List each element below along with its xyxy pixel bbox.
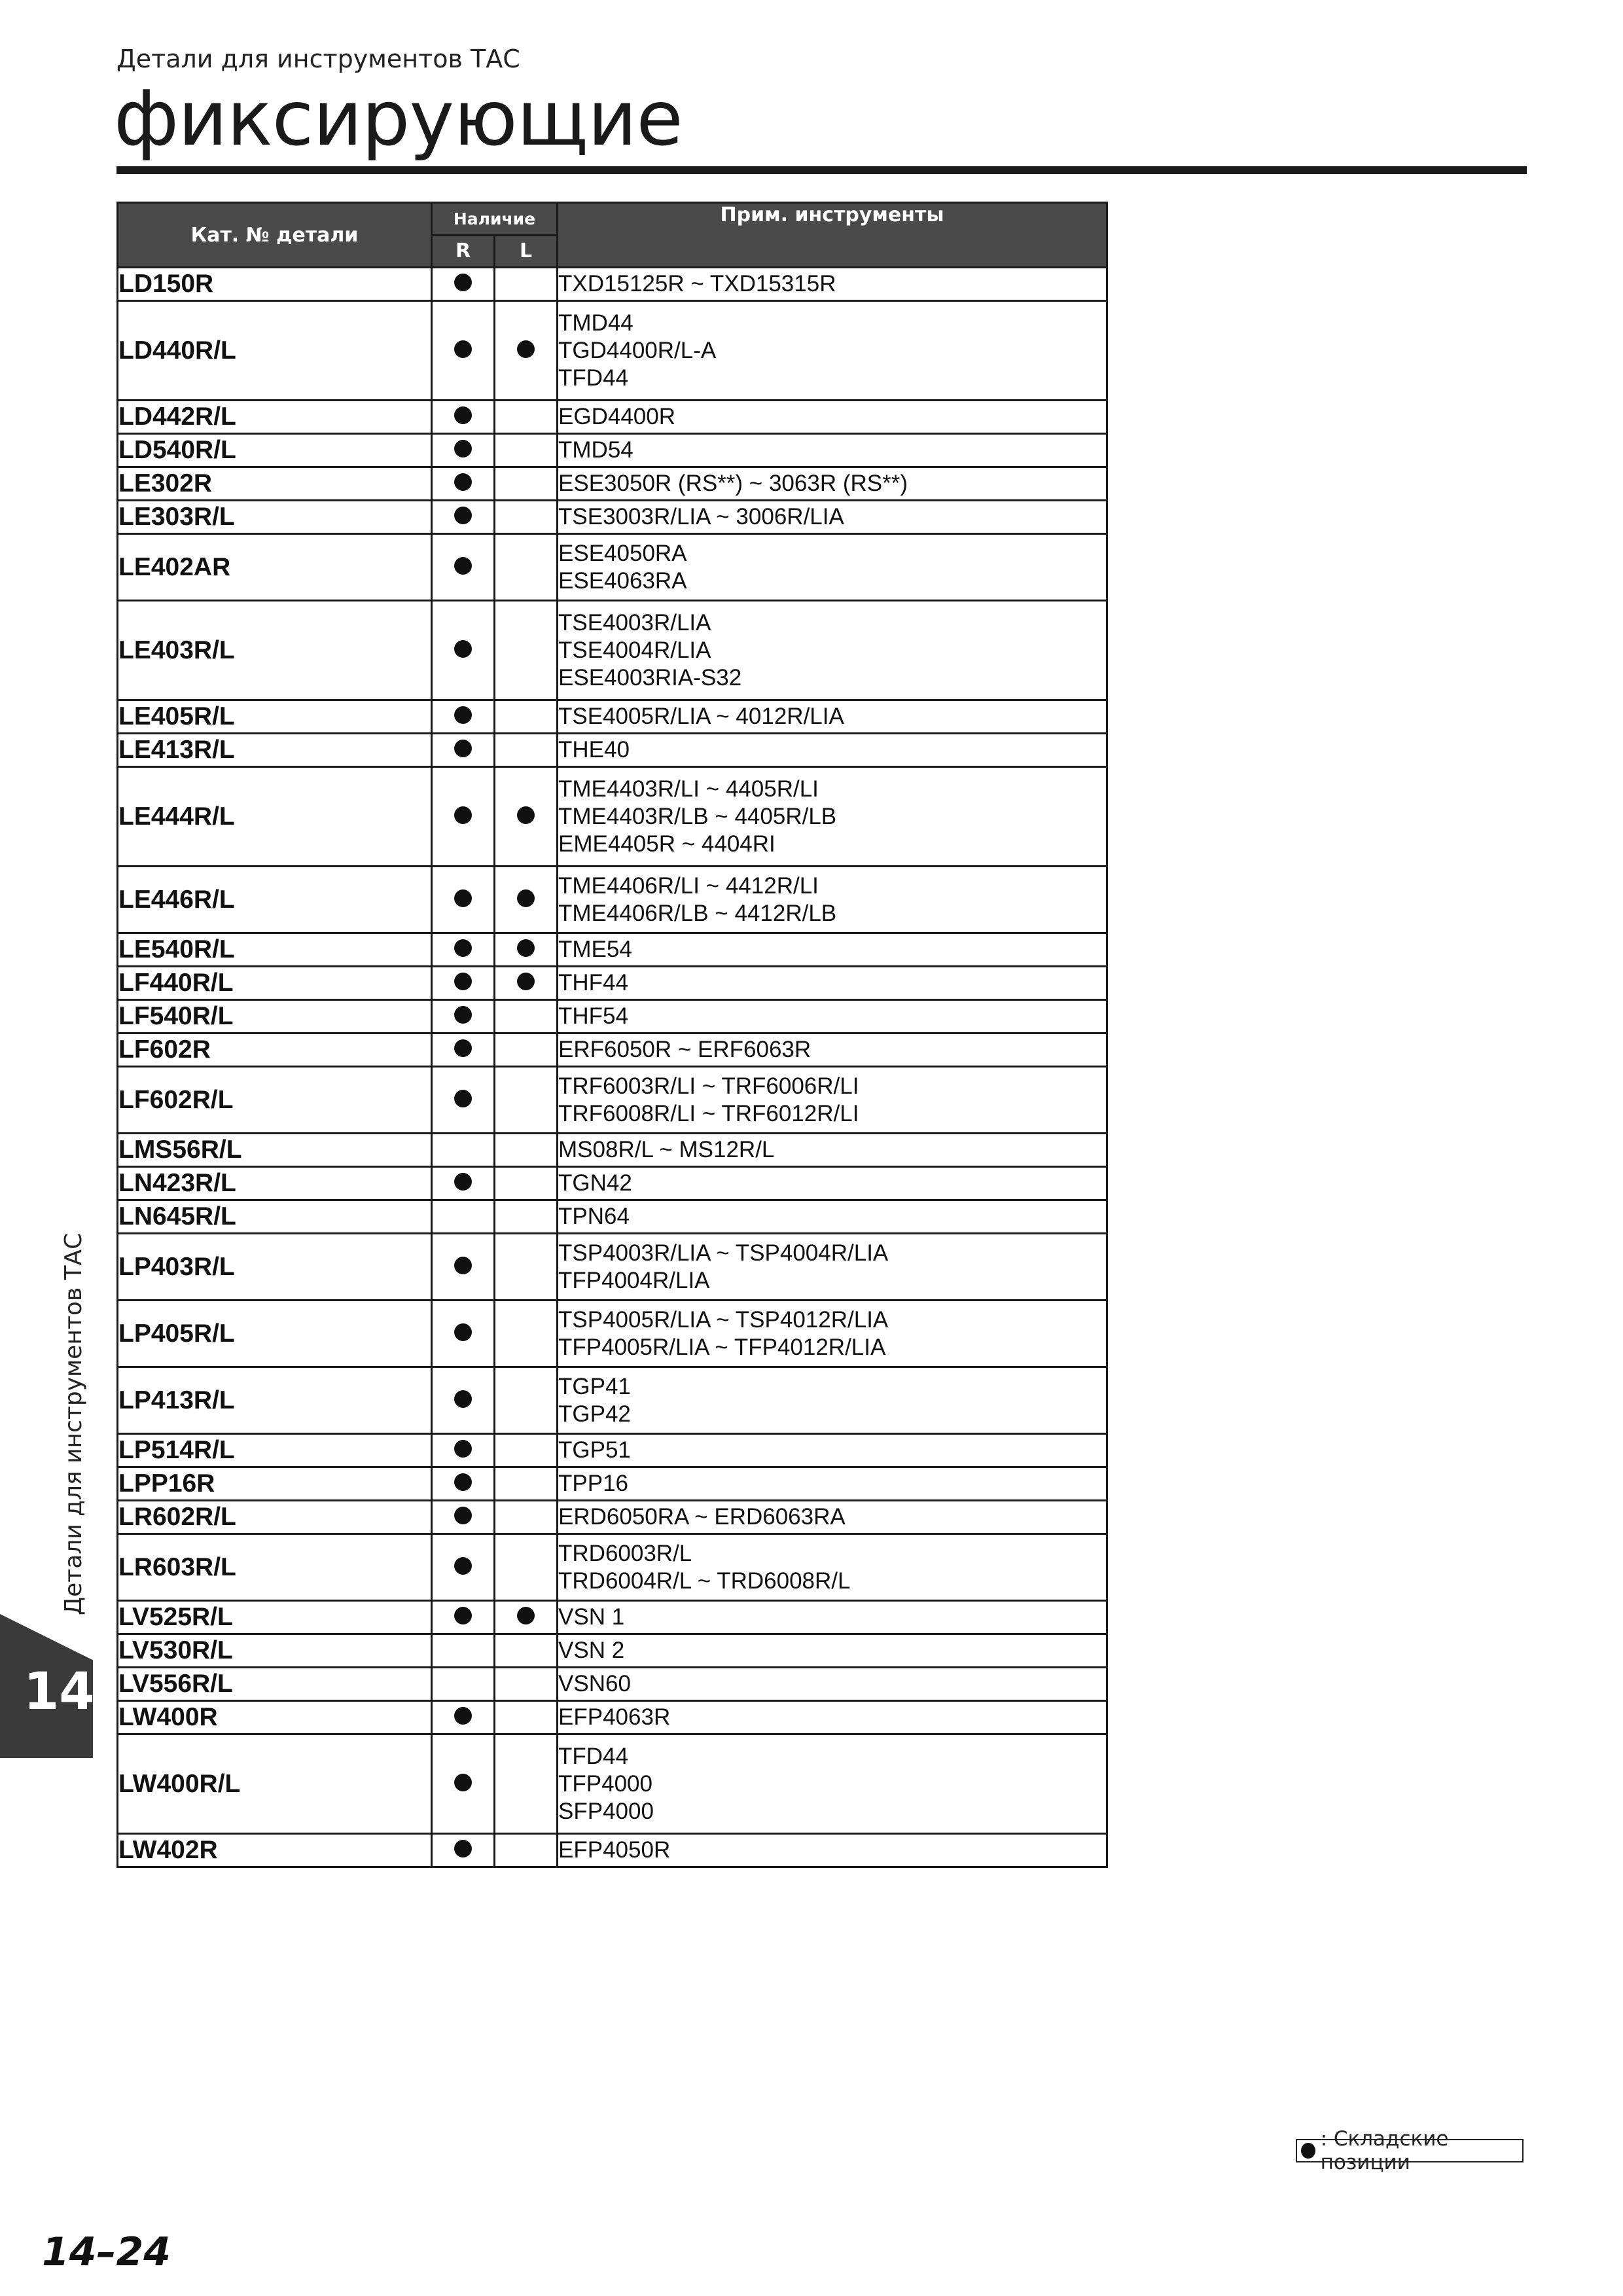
applicable-tool: TME4403R/LB ~ 4405R/LB <box>558 803 837 829</box>
stock-r-cell <box>432 268 495 301</box>
applicable-tools-cell <box>558 1300 1107 1367</box>
table-row <box>118 467 1107 501</box>
stock-r-cell <box>432 1000 495 1033</box>
table-row <box>118 1167 1107 1200</box>
chapter-label: Детали для инструментов ТАС <box>60 1232 87 1615</box>
table-row <box>118 1467 1107 1501</box>
column-header-catalog-number: Кат. № детали <box>118 203 432 268</box>
stock-dot-icon <box>454 507 472 524</box>
stock-dot-icon <box>454 340 472 358</box>
table-row <box>118 933 1107 967</box>
applicable-tool: TFD44 <box>558 1743 628 1769</box>
table-row <box>118 1134 1107 1167</box>
applicable-tool: TME4406R/LB ~ 4412R/LB <box>558 900 837 926</box>
applicable-tool: ESE4050RA <box>558 540 687 566</box>
part-number-cell: LE446R/L <box>118 867 432 933</box>
applicable-tool: TSP4005R/LIA ~ TSP4012R/LIA <box>558 1306 889 1333</box>
stock-r-cell <box>432 1300 495 1367</box>
applicable-tools-cell <box>558 1534 1107 1601</box>
part-number-cell: LE413R/L <box>118 734 432 767</box>
applicable-tool: TME54 <box>558 937 632 962</box>
stock-l-cell <box>495 301 558 401</box>
part-number-cell: LE303R/L <box>118 501 432 534</box>
stock-dot-icon <box>454 973 472 990</box>
stock-r-cell <box>432 501 495 534</box>
part-number-cell: LV530R/L <box>118 1634 432 1668</box>
applicable-tool: TPN64 <box>558 1204 630 1229</box>
part-number-cell: LE402AR <box>118 534 432 601</box>
stock-r-cell <box>432 534 495 601</box>
table-row <box>118 767 1107 867</box>
part-number-cell: LD150R <box>118 268 432 301</box>
stock-dot-icon <box>454 1090 472 1107</box>
part-number-cell: LPP16R <box>118 1467 432 1501</box>
stock-dot-icon <box>454 1707 472 1725</box>
part-number-cell: LV556R/L <box>118 1668 432 1701</box>
table-row <box>118 1634 1107 1668</box>
stock-dot-icon <box>454 1257 472 1274</box>
table-row <box>118 1234 1107 1300</box>
applicable-tool: TFP4005R/LIA ~ TFP4012R/LIA <box>558 1334 886 1360</box>
stock-l-cell <box>495 967 558 1000</box>
applicable-tool: TSE4004R/LIA <box>558 637 711 663</box>
part-number-cell: LE444R/L <box>118 767 432 867</box>
stock-dot-icon <box>454 1173 472 1191</box>
stock-r-cell <box>432 867 495 933</box>
column-header-l: L <box>495 235 558 268</box>
table-row <box>118 301 1107 401</box>
stock-l-cell <box>495 1834 558 1867</box>
stock-r-cell <box>432 1501 495 1534</box>
stock-dot-icon <box>454 1390 472 1408</box>
part-number-cell: LW400R/L <box>118 1734 432 1834</box>
table-row <box>118 434 1107 467</box>
applicable-tools-cell <box>558 700 1107 734</box>
applicable-tools-cell <box>558 601 1107 700</box>
stock-l-cell <box>495 1167 558 1200</box>
part-number-cell: LF602R <box>118 1033 432 1067</box>
stock-dot-icon <box>454 939 472 957</box>
stock-l-cell <box>495 734 558 767</box>
applicable-tools-cell <box>558 268 1107 301</box>
stock-r-cell <box>432 1200 495 1234</box>
applicable-tool: TME4403R/LI ~ 4405R/LI <box>558 776 819 802</box>
stock-dot-icon <box>517 806 535 824</box>
table-row <box>118 700 1107 734</box>
applicable-tool: ESE4003RIA-S32 <box>558 664 742 691</box>
table-row <box>118 1834 1107 1867</box>
applicable-tools-cell <box>558 1067 1107 1134</box>
stock-dot-icon <box>517 939 535 957</box>
stock-dot-icon <box>517 889 535 907</box>
stock-r-cell <box>432 1033 495 1067</box>
applicable-tools-cell <box>558 434 1107 467</box>
applicable-tool: EME4405R ~ 4404RI <box>558 831 776 857</box>
applicable-tools-cell <box>558 534 1107 601</box>
stock-r-cell <box>432 301 495 401</box>
table-row <box>118 1501 1107 1534</box>
applicable-tools-cell <box>558 1434 1107 1467</box>
table-row <box>118 401 1107 434</box>
stock-l-cell <box>495 867 558 933</box>
applicable-tool: THF54 <box>558 1003 628 1029</box>
stock-dot-icon <box>517 340 535 358</box>
table-row <box>118 601 1107 700</box>
stock-l-cell <box>495 1734 558 1834</box>
part-number-cell: LD440R/L <box>118 301 432 401</box>
part-number-cell: LW400R <box>118 1701 432 1734</box>
stock-dot-icon <box>454 1323 472 1341</box>
table-row <box>118 1300 1107 1367</box>
stock-dot-icon <box>454 889 472 907</box>
stock-l-cell <box>495 268 558 301</box>
stock-dot-icon <box>454 1557 472 1575</box>
part-number-cell: LR602R/L <box>118 1501 432 1534</box>
stock-l-cell <box>495 1634 558 1668</box>
applicable-tool: EFP4050R <box>558 1837 671 1863</box>
applicable-tool: EFP4063R <box>558 1704 671 1730</box>
page-title: фиксирующие <box>114 75 683 163</box>
table-row <box>118 1200 1107 1234</box>
stock-l-cell <box>495 1134 558 1167</box>
stock-r-cell <box>432 1167 495 1200</box>
applicable-tool: TRF6008R/LI ~ TRF6012R/LI <box>558 1100 859 1126</box>
stock-l-cell <box>495 1200 558 1234</box>
applicable-tool: TME4406R/LI ~ 4412R/LI <box>558 872 819 899</box>
stock-l-cell <box>495 1067 558 1134</box>
applicable-tools-cell <box>558 301 1107 401</box>
applicable-tools-cell <box>558 1033 1107 1067</box>
stock-r-cell <box>432 1701 495 1734</box>
applicable-tool: VSN60 <box>558 1671 631 1696</box>
part-number-cell: LE405R/L <box>118 700 432 734</box>
applicable-tool: TPP16 <box>558 1471 629 1496</box>
stock-l-cell <box>495 1033 558 1067</box>
stock-dot-icon <box>454 740 472 757</box>
applicable-tool: SFP4000 <box>558 1798 654 1824</box>
stock-r-cell <box>432 767 495 867</box>
applicable-tools-cell <box>558 501 1107 534</box>
part-number-cell: LN645R/L <box>118 1200 432 1234</box>
applicable-tool: TFP4000 <box>558 1770 652 1797</box>
applicable-tool: VSN 2 <box>558 1638 625 1663</box>
table-row <box>118 1601 1107 1634</box>
stock-l-cell <box>495 700 558 734</box>
applicable-tool: ERF6050R ~ ERF6063R <box>558 1037 812 1062</box>
applicable-tools-cell <box>558 401 1107 434</box>
parts-table <box>116 202 1108 1868</box>
legend <box>1296 2127 1524 2174</box>
stock-r-cell <box>432 1134 495 1167</box>
table-row <box>118 867 1107 933</box>
stock-dot-icon <box>1301 2143 1315 2159</box>
legend-text: : Складские позиции <box>1320 2127 1449 2174</box>
stock-l-cell <box>495 1534 558 1601</box>
applicable-tools-cell <box>558 1200 1107 1234</box>
part-number-cell: LP413R/L <box>118 1367 432 1434</box>
stock-l-cell <box>495 1467 558 1501</box>
stock-l-cell <box>495 1501 558 1534</box>
part-number-cell: LF602R/L <box>118 1067 432 1134</box>
applicable-tool: ESE4063RA <box>558 567 687 594</box>
stock-l-cell <box>495 1601 558 1634</box>
applicable-tool: TMD54 <box>558 437 633 463</box>
stock-l-cell <box>495 401 558 434</box>
part-number-cell: LW402R <box>118 1834 432 1867</box>
stock-r-cell <box>432 734 495 767</box>
stock-r-cell <box>432 1534 495 1601</box>
stock-dot-icon <box>454 1507 472 1524</box>
table-row <box>118 1000 1107 1033</box>
stock-dot-icon <box>454 806 472 824</box>
page-number: 14–24 <box>42 2229 171 2275</box>
stock-r-cell <box>432 1601 495 1634</box>
applicable-tool: TMD44 <box>558 310 633 336</box>
part-number-cell: LE403R/L <box>118 601 432 700</box>
applicable-tool: ERD6050RA ~ ERD6063RA <box>558 1504 846 1530</box>
stock-l-cell <box>495 1367 558 1434</box>
stock-r-cell <box>432 1434 495 1467</box>
applicable-tools-cell <box>558 1634 1107 1668</box>
stock-dot-icon <box>454 274 472 291</box>
table-row <box>118 1701 1107 1734</box>
column-header-r: R <box>432 235 495 268</box>
stock-dot-icon <box>517 973 535 990</box>
part-number-cell: LV525R/L <box>118 1601 432 1634</box>
applicable-tool: MS08R/L ~ MS12R/L <box>558 1137 775 1162</box>
applicable-tools-cell <box>558 1734 1107 1834</box>
table-row <box>118 1534 1107 1601</box>
stock-l-cell <box>495 1000 558 1033</box>
applicable-tool: ESE3050R (RS**) ~ 3063R (RS**) <box>558 471 908 496</box>
applicable-tool: TGP41 <box>558 1373 631 1399</box>
stock-l-cell <box>495 767 558 867</box>
stock-r-cell <box>432 1834 495 1867</box>
table-row <box>118 1434 1107 1467</box>
applicable-tool: TRF6003R/LI ~ TRF6006R/LI <box>558 1073 859 1099</box>
applicable-tool: TFD44 <box>558 365 628 391</box>
stock-r-cell <box>432 467 495 501</box>
stock-dot-icon <box>517 1607 535 1624</box>
stock-dot-icon <box>454 406 472 424</box>
applicable-tool: THF44 <box>558 970 628 996</box>
part-number-cell: LE540R/L <box>118 933 432 967</box>
applicable-tool: TSE4005R/LIA ~ 4012R/LIA <box>558 704 844 729</box>
stock-dot-icon <box>454 1607 472 1624</box>
stock-dot-icon <box>454 440 472 457</box>
stock-dot-icon <box>454 473 472 491</box>
table-row <box>118 1367 1107 1434</box>
applicable-tools-cell <box>558 734 1107 767</box>
part-number-cell: LF540R/L <box>118 1000 432 1033</box>
stock-l-cell <box>495 434 558 467</box>
applicable-tool: THE40 <box>558 737 630 762</box>
stock-dot-icon <box>454 640 472 658</box>
stock-l-cell <box>495 601 558 700</box>
stock-r-cell <box>432 1067 495 1134</box>
page-subtitle: Детали для инструментов ТАС <box>116 45 520 73</box>
applicable-tools-cell <box>558 867 1107 933</box>
stock-r-cell <box>432 1234 495 1300</box>
applicable-tool: TSE3003R/LIA ~ 3006R/LIA <box>558 504 844 529</box>
stock-dot-icon <box>454 1774 472 1791</box>
stock-dot-icon <box>454 1440 472 1458</box>
applicable-tools-cell <box>558 1467 1107 1501</box>
applicable-tool: TRD6004R/L ~ TRD6008R/L <box>558 1568 851 1594</box>
applicable-tools-cell <box>558 1668 1107 1701</box>
applicable-tool: EGD4400R <box>558 404 675 429</box>
column-header-availability: Наличие <box>432 203 558 236</box>
applicable-tools-cell <box>558 1601 1107 1634</box>
part-number-cell: LN423R/L <box>118 1167 432 1200</box>
header-divider <box>116 166 1527 174</box>
stock-r-cell <box>432 601 495 700</box>
part-number-cell: LD442R/L <box>118 401 432 434</box>
applicable-tools-cell <box>558 967 1107 1000</box>
stock-r-cell <box>432 401 495 434</box>
part-number-cell: LP403R/L <box>118 1234 432 1300</box>
stock-l-cell <box>495 1701 558 1734</box>
applicable-tool: TXD15125R ~ TXD15315R <box>558 271 836 296</box>
applicable-tool: TSE4003R/LIA <box>558 609 711 636</box>
table-row <box>118 1668 1107 1701</box>
table-row <box>118 1734 1107 1834</box>
applicable-tool: TGP42 <box>558 1401 631 1427</box>
stock-dot-icon <box>454 1840 472 1857</box>
applicable-tool: TSP4003R/LIA ~ TSP4004R/LIA <box>558 1240 889 1266</box>
stock-r-cell <box>432 1367 495 1434</box>
chapter-number: 14 <box>24 1662 95 1721</box>
stock-l-cell <box>495 1668 558 1701</box>
stock-l-cell <box>495 501 558 534</box>
applicable-tools-cell <box>558 767 1107 867</box>
table-row <box>118 734 1107 767</box>
applicable-tools-cell <box>558 1234 1107 1300</box>
part-number-cell: LP405R/L <box>118 1300 432 1367</box>
parts-table-body <box>118 268 1107 1867</box>
stock-r-cell <box>432 1634 495 1668</box>
stock-dot-icon <box>454 706 472 724</box>
applicable-tools-cell <box>558 1834 1107 1867</box>
part-number-cell: LD540R/L <box>118 434 432 467</box>
stock-dot-icon <box>454 1473 472 1491</box>
applicable-tool: TGP51 <box>558 1437 631 1463</box>
applicable-tools-cell <box>558 933 1107 967</box>
stock-dot-icon <box>454 1039 472 1057</box>
table-row <box>118 1033 1107 1067</box>
stock-r-cell <box>432 434 495 467</box>
stock-r-cell <box>432 1734 495 1834</box>
stock-l-cell <box>495 1434 558 1467</box>
part-number-cell: LR603R/L <box>118 1534 432 1601</box>
applicable-tools-cell <box>558 1134 1107 1167</box>
applicable-tool: TGN42 <box>558 1170 632 1196</box>
stock-r-cell <box>432 1668 495 1701</box>
stock-l-cell <box>495 467 558 501</box>
applicable-tools-cell <box>558 1501 1107 1534</box>
stock-l-cell <box>495 1300 558 1367</box>
stock-r-cell <box>432 1467 495 1501</box>
column-header-applicable-tools: Прим. инструменты <box>558 203 1107 268</box>
applicable-tools-cell <box>558 1000 1107 1033</box>
applicable-tool: TGD4400R/L-A <box>558 337 717 363</box>
table-row <box>118 501 1107 534</box>
stock-dot-icon <box>454 557 472 575</box>
applicable-tools-cell <box>558 1367 1107 1434</box>
table-row <box>118 967 1107 1000</box>
table-row <box>118 1067 1107 1134</box>
stock-r-cell <box>432 967 495 1000</box>
stock-r-cell <box>432 933 495 967</box>
applicable-tools-cell <box>558 1167 1107 1200</box>
table-row <box>118 268 1107 301</box>
stock-l-cell <box>495 534 558 601</box>
applicable-tool: VSN 1 <box>558 1604 625 1630</box>
applicable-tool: TFP4004R/LIA <box>558 1267 710 1293</box>
part-number-cell: LF440R/L <box>118 967 432 1000</box>
table-row <box>118 534 1107 601</box>
stock-dot-icon <box>454 1006 472 1024</box>
applicable-tools-cell <box>558 467 1107 501</box>
part-number-cell: LMS56R/L <box>118 1134 432 1167</box>
applicable-tool: TRD6003R/L <box>558 1540 692 1566</box>
applicable-tools-cell <box>558 1701 1107 1734</box>
part-number-cell: LP514R/L <box>118 1434 432 1467</box>
part-number-cell: LE302R <box>118 467 432 501</box>
stock-l-cell <box>495 1234 558 1300</box>
stock-l-cell <box>495 933 558 967</box>
stock-r-cell <box>432 700 495 734</box>
